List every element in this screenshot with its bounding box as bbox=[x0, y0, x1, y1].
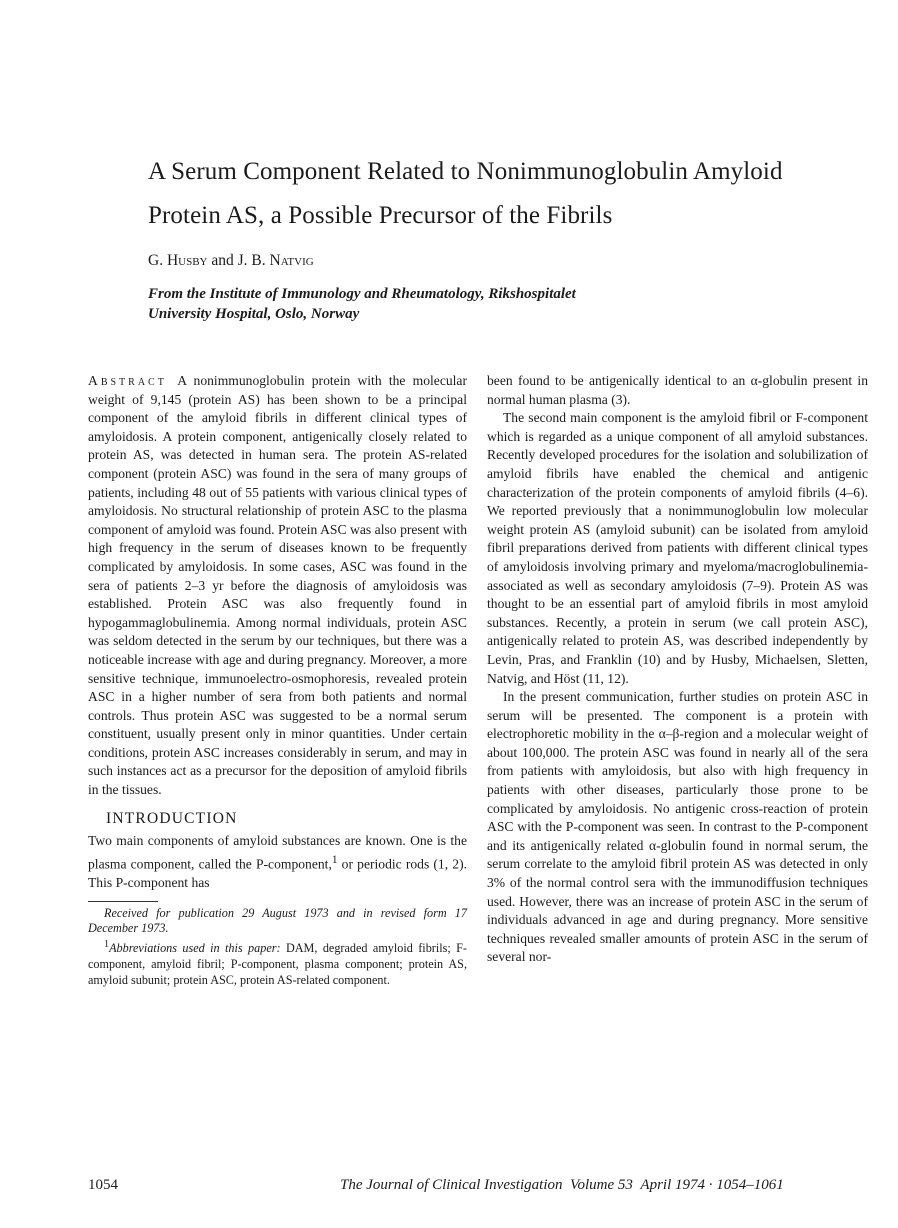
author-1-surname: Husby bbox=[166, 252, 208, 269]
article-title bbox=[148, 150, 868, 238]
abstract-text: A nonimmunoglobulin protein with the molecular weight of 9,145 (protein AS) has been shown to be a principal component of the amyloid fibrils in different clinical types of amyloidosis. A protein component, antigenically closely related to protein AS, was detected in human sera. The protein AS-related component (protein ASC) was found in the sera of many groups of patients, including 48 out of 55 patients with various clinical types of amyloidosis. No structural relationship of protein ASC to the plasma component of amyloid was found. Protein ASC was also present with high frequency in the serum of diseases known to be frequently complicated by amyloidosis. In some cases, ASC was found in the sera of patients 2–3 yr before the diagnosis of amyloidosis was established. Protein ASC was also frequently found in hypogammaglobulinemia. Among normal individuals, protein ASC was seldom detected in the serum by our techniques, but there was a noticeable increase with age and during pregnancy. Moreover, a more sensitive technique, immunoelectro-osmophoresis, revealed protein ASC in a higher number of sera from both patients and normal controls. Thus protein ASC was suggested to be a normal serum constituent, usually present only in minor quantities. Under certain conditions, protein ASC increases considerably in serum, and may in such instances act as a precursor for the deposition of amyloid fibrils in the tissues. bbox=[88, 373, 467, 798]
author-1-initials: G. bbox=[148, 252, 167, 269]
affiliation-line-2: University Hospital, Oslo, Norway bbox=[148, 306, 360, 322]
left-column bbox=[88, 372, 467, 989]
body-paragraph-2: The second main component is the amyloid fibril or F-component which is regarded as a unique component of all amyloid substances. Recently developed procedures for the isolation and solubilization of amyloid fibrils have enabled the chemical and antigenic characterization of the protein components of amyloid fibrils (4–6). We reported previously that a nonimmunoglobulin low molecular weight protein AS (amyloid subunit) can be isolated from amyloid fibril preparations derived from patients with different clinical types of amyloidosis involving primary and myeloma/macroglobulinemia-associated as well as secondary amyloidosis (7–9). Protein AS was thought to be an essential part of amyloid fibrils in most amyloid substances. Recently, a protein in serum (we call protein ASC), antigenically related to protein AS, was described independently by Levin, Pras, and Franklin (10) and by Husby, Michaelsen, Sletten, Natvig, and Höst (11, 12). bbox=[487, 410, 868, 686]
introduction-heading: INTRODUCTION bbox=[106, 809, 238, 827]
footnote-divider bbox=[88, 901, 158, 902]
body-paragraph-3: In the present communication, further studies on protein ASC in serum will be presented. The component is a protein with electrophoretic mobility in the α–β-region and a molecular weight of about 100,000. The protein ASC was found in nearly all of the sera from patients with amyloidosis, but also with high frequency in patients with other diseases, particularly those prone to be complicated by amyloidosis. No antigenic cross-reaction of protein ASC with the P-component was seen. In contrast to the P-component and its antigenically related α-globulin found in normal serum, the serum correlate to the amyloid fibril protein AS was detected in only 3% of the normal control sera with the immunodiffusion techniques used. However, there was an increase of protein ASC in the serum of individuals advanced in age and during pregnancy. More sensitive techniques revealed smaller amounts of protein ASC in the serum of several nor- bbox=[487, 689, 868, 965]
affiliation bbox=[148, 284, 576, 324]
received-note: Received for publication 29 August 1973 and in revised form 17 December 1973. bbox=[88, 905, 467, 936]
author-line bbox=[148, 252, 314, 270]
introduction-paragraph: Two main components of amyloid substances are known. One is the plasma component, called the P-component,$^1$ or periodic rods (1, 2). This P-component has bbox=[88, 833, 467, 890]
body-paragraph-1: been found to be antigenically identical to an α-globulin present in normal human plasma (3). bbox=[487, 373, 868, 407]
journal-citation: The Journal of Clinical Investigation Volume 53 April 1974 · 1054–1061 bbox=[340, 1177, 784, 1193]
footnotes bbox=[88, 906, 467, 989]
author-2-surname: Natvig bbox=[269, 252, 314, 269]
page-number: 1054 bbox=[88, 1177, 118, 1193]
title-line-1: A Serum Component Related to Nonimmunoglobulin Amyloid bbox=[148, 158, 783, 185]
abstract-label: Abstract bbox=[88, 373, 167, 388]
footnote-ref-1: 1 bbox=[331, 853, 338, 866]
affiliation-line-1: From the Institute of Immunology and Rheumatology, Rikshospitalet bbox=[148, 286, 576, 302]
title-line-2: Protein AS, a Possible Precursor of the Fibrils bbox=[148, 202, 613, 229]
right-column bbox=[487, 372, 868, 967]
author-conjunction: and J. B. bbox=[207, 252, 270, 269]
abbreviations-note: $^1$Abbreviations used in this paper: DAM, degraded amyloid fibrils; F-component, amyloid fibril; P-component, plasma component; protein AS, amyloid subunit; protein ASC, protein AS-related component. bbox=[88, 939, 467, 987]
abstract bbox=[88, 372, 467, 800]
